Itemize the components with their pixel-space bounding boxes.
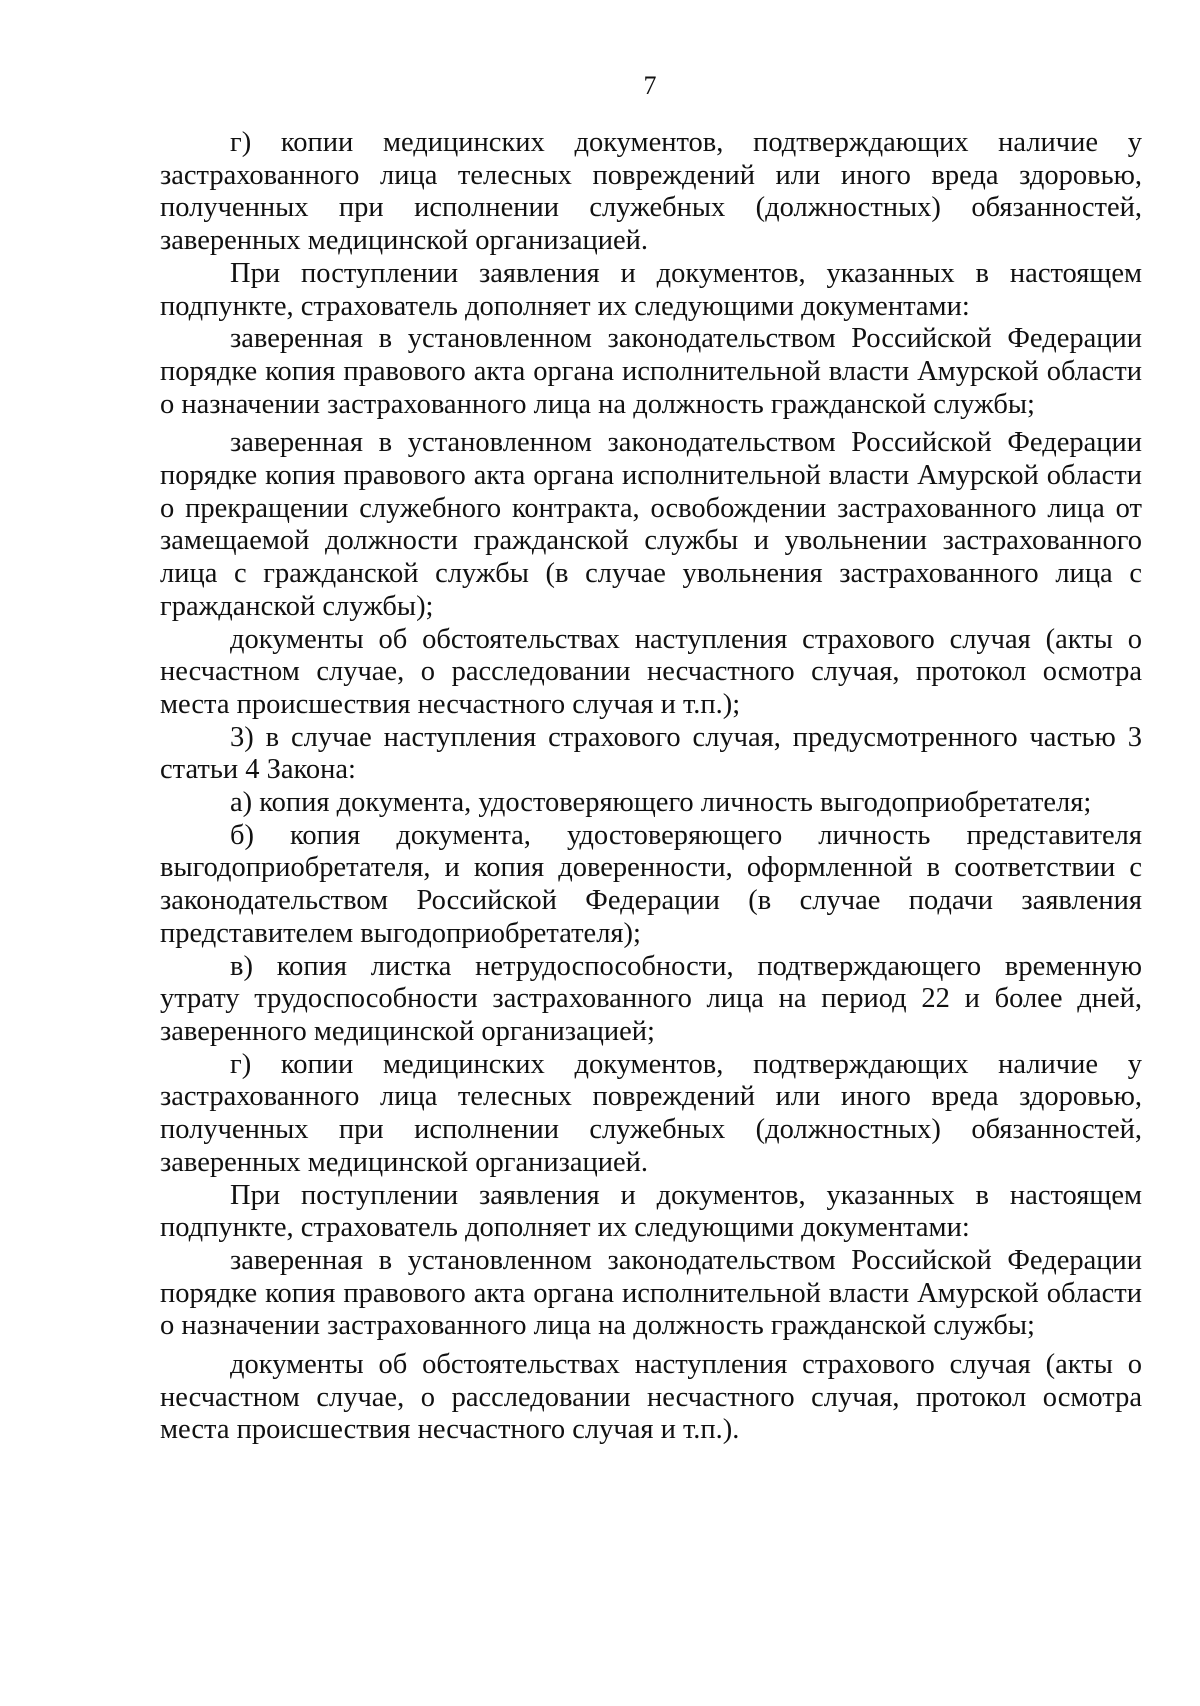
paragraph-accident-docs-2: документы об обстоятельствах наступления страхового случая (акты о несчастном случае, о расследовании несчастного случая, протокол осмотра места происшествия несчастного случая и т.п.). <box>160 1349 1142 1446</box>
paragraph-employer-supplement: При поступлении заявления и документов, указанных в настоящем подпункте, страхователь дополняет их следующими документами: <box>160 257 1142 322</box>
paragraph-item-a: а) копия документа, удостоверяющего личность выгодоприобретателя; <box>230 787 1092 819</box>
paragraph-termination-act: заверенная в установленном законодательством Российской Федерации порядке копия правового акта органа исполнительной власти Амурской области о прекращении служебного контракта, освобождении застрахованного лица от замещаемой должности гражданской службы и увольнении застрахованного лица с гражданской службы (в случае увольнения застрахованного лица с гражданской службы); <box>160 427 1142 622</box>
paragraph-item-g: г) копии медицинских документов, подтверждающих наличие у застрахованного лица телесных повреждений или иного вреда здоровью, полученных при исполнении служебных (должностных) обязанностей, заверенных медицинской организацией. <box>160 1048 1142 1178</box>
paragraph-employer-supplement-2: При поступлении заявления и документов, указанных в настоящем подпункте, страхователь дополняет их следующими документами: <box>160 1179 1142 1244</box>
paragraph-medical-docs: г) копии медицинских документов, подтверждающих наличие у застрахованного лица телесных повреждений или иного вреда здоровью, полученных при исполнении служебных (должностных) обязанностей, заверенных медицинской организацией. <box>160 127 1142 257</box>
paragraph-item-v: в) копия листка нетрудоспособности, подтверждающего временную утрату трудоспособности застрахованного лица на период 22 и более дней, заверенного медицинской организацией; <box>160 950 1142 1047</box>
paragraph-appointment-act: заверенная в установленном законодательством Российской Федерации порядке копия правового акта органа исполнительной власти Амурской области о назначении застрахованного лица на должность гражданской службы; <box>160 323 1142 420</box>
paragraph-item-b: б) копия документа, удостоверяющего личность представителя выгодоприобретателя, и копия доверенности, оформленной в соответствии с законодательством Российской Федерации (в случае подачи заявления представителем выгодоприобретателя); <box>160 819 1142 949</box>
page-number: 7 <box>643 71 657 100</box>
paragraph-appointment-act-2: заверенная в установленном законодательством Российской Федерации порядке копия правового акта органа исполнительной власти Амурской области о назначении застрахованного лица на должность гражданской службы; <box>160 1244 1142 1342</box>
paragraph-item-3: 3) в случае наступления страхового случая, предусмотренного частью 3 статьи 4 Закона: <box>160 721 1142 786</box>
document-body <box>160 127 1142 1447</box>
paragraph-accident-docs: документы об обстоятельствах наступления страхового случая (акты о несчастном случае, о расследовании несчастного случая, протокол осмотра места происшествия несчастного случая и т.п.); <box>160 623 1142 720</box>
